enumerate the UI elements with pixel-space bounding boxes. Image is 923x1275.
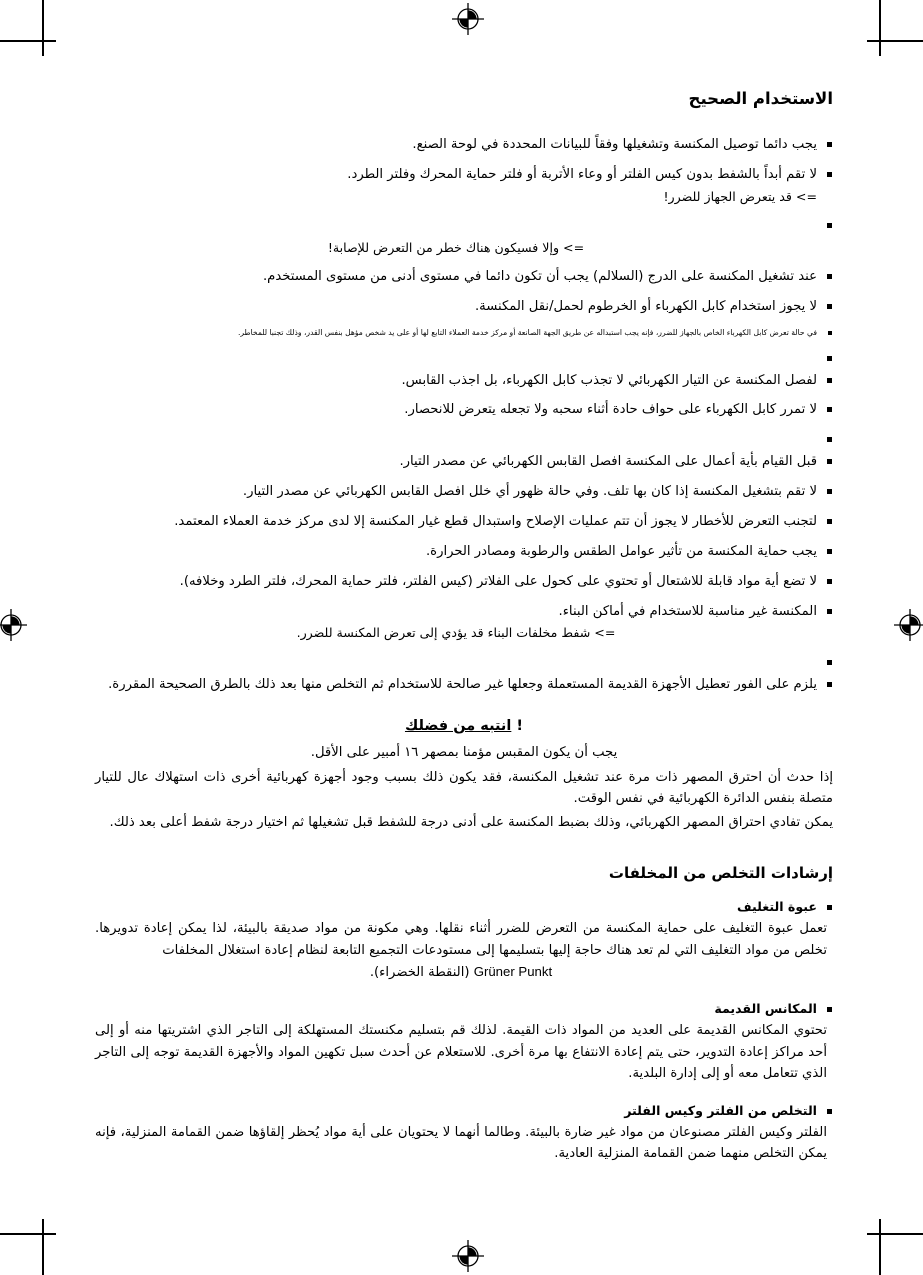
attention-exclamation: ! xyxy=(516,718,524,735)
bullet-text: لا تضع أية مواد قابلة للاشتعال أو تحتوي على كحول على الفلاتر (كيس الفلتر، فلتر حماية المحرك، فلتر الطرد وخلافه). xyxy=(179,573,817,589)
subsection-title: عبوة التغليف xyxy=(95,899,833,914)
disposal-section-old-cleaners xyxy=(95,1001,833,1084)
subsection-body: الفلتر وكيس الفلتر مصنوعان من مواد غير ضارة بالبيئة. وطالما أنهما لا يحتويان على أية مواد يُحظر إلقاؤها ضمن القمامة المنزلية، فإنه يمكن التخلص منهما ضمن القمامة المنزلية العادية. xyxy=(95,1124,827,1161)
crop-mark-bottom-left-horizontal xyxy=(0,1233,56,1235)
bullet-text: لا تمرر كابل الكهرباء على حواف حادة أثناء سحبه ولا تجعله يتعرض للانحصار. xyxy=(404,402,817,418)
attention-heading xyxy=(95,717,833,736)
list-item-blank xyxy=(95,653,833,666)
attention-title-text: انتبه من فضلك xyxy=(404,718,512,735)
registration-mark-right xyxy=(893,608,923,642)
bullet-text: عند تشغيل المكنسة على الدرج (السلالم) يجب أن تكون دائما في مستوى أدنى من مستوى المستخدم. xyxy=(262,269,817,285)
bullet-text: لتجنب التعرض للأخطار لا يجوز أن تتم عمليات الإصلاح واستبدال قطع غيار المكنسة إلا لدى مركز خدمة العملاء المعتمد. xyxy=(174,513,817,529)
bullet-text: لا يجوز استخدام كابل الكهرباء أو الخرطوم لحمل/نقل المكنسة. xyxy=(474,299,817,315)
gruener-punkt-label: Grüner Punkt xyxy=(473,964,553,980)
subsection-body-text: تعمل عبوة التغليف على حماية المكنسة من التعرض للضرر أثناء نقلها. وهي مكونة من مواد صديقة بالبيئة، لذا يمكن إعادة تدويرها. تخلص من مواد التغليف التي لم تعد هناك حاجة إليها بتسليمها إلى مستودعات التجميع التابعة لنظام إعادة استغلال المخلفات xyxy=(95,921,827,958)
list-item xyxy=(95,542,833,563)
crop-mark-bottom-right-horizontal xyxy=(867,1233,923,1235)
crop-mark-top-left-vertical xyxy=(42,0,44,56)
crop-mark-bottom-left-vertical xyxy=(42,1219,44,1275)
list-item xyxy=(95,165,833,207)
bullet-note: => شفط مخلفات البناء قد يؤدي إلى تعرض المكنسة للضرر. xyxy=(296,625,616,641)
crop-mark-top-right-vertical xyxy=(879,0,881,56)
bullet-text: يجب دائما توصيل المكنسة وتشغيلها وفقاً للبيانات المحددة في لوحة الصنع. xyxy=(412,137,817,153)
bullet-text: يجب حماية المكنسة من تأثير عوامل الطقس والرطوبة ومصادر الحرارة. xyxy=(425,543,817,559)
bullet-text: المكنسة غير مناسبة للاستخدام في أماكن البناء. xyxy=(558,603,817,619)
list-item-blank xyxy=(95,349,833,362)
bullet-text: يلزم على الفور تعطيل الأجهزة القديمة المستعملة وجعلها غير صالحة للاستخدام ثم التخلص منها بعد ذلك بالطرق الصحيحة المقررة. xyxy=(108,676,817,692)
subsection-body: تحتوي المكانس القديمة على العديد من المواد ذات القيمة. لذلك قم بتسليم مكنستك المستهلكة إلى التاجر الذي اشتريتها منه أو إلى أحد مراكز إعادة التدوير، حتى يتم إعادة الانتفاع بها مرة أخرى. للاستعلام عن أحدث سبل تكهين المواد والأجهزة القديمة توجه إلى التاجر الذي تتعامل معه أو إلى إدارة البلدية. xyxy=(95,1023,827,1082)
list-item xyxy=(95,512,833,533)
bullet-text: لا تقم بتشغيل المكنسة إذا كان بها تلف. وفي حالة ظهور أي خلل افصل القابس الكهربائي عن مصدر التيار. xyxy=(242,484,817,500)
crop-mark-top-left-horizontal xyxy=(0,40,56,42)
list-item xyxy=(95,572,833,593)
page-title: الاستخدام الصحيح xyxy=(688,89,833,108)
subsection-body-tail xyxy=(95,961,827,983)
list-item xyxy=(95,371,833,392)
list-item-blank xyxy=(95,430,833,443)
bullet-note: => وإلا فسيكون هناك خطر من التعرض للإصابة! xyxy=(327,240,585,256)
subsection-body xyxy=(95,918,833,983)
registration-mark-bottom xyxy=(451,1239,485,1273)
bullet-text: قبل القيام بأية أعمال على المكنسة افصل القابس الكهربائي عن مصدر التيار. xyxy=(399,454,817,470)
list-item xyxy=(95,482,833,503)
bullet-note: => قد يتعرض الجهاز للضرر! xyxy=(663,189,817,205)
list-item xyxy=(95,675,833,696)
attention-line: إذا حدث أن احترق المصهر ذات مرة عند تشغيل المكنسة، فقد يكون ذلك بسبب وجود أجهزة كهربائية أخرى ذات استهلاك عال للتيار متصلة بنفس الدائرة الكهربائية في نفس الوقت. xyxy=(95,769,833,807)
list-item xyxy=(95,400,833,421)
bullet-text: لا تقم أبداً بالشفط بدون كيس الفلتر أو وعاء الأتربة أو فلتر حماية المحرك وفلتر الطرد. xyxy=(347,167,817,183)
attention-line: يجب أن يكون المقبس مؤمنا بمصهر ١٦ أمبير على الأقل. xyxy=(310,745,618,761)
subsection-title: المكانس القديمة xyxy=(95,1001,833,1016)
registration-mark-left xyxy=(0,608,28,642)
safety-instructions-list xyxy=(95,135,833,695)
disposal-section-heading: إرشادات التخلص من المخلفات xyxy=(608,863,833,882)
disposal-section-filter xyxy=(95,1103,833,1165)
gruener-punkt-translation: (النقطة الخضراء). xyxy=(369,965,474,981)
bullet-text: لفصل المكنسة عن التيار الكهربائي لا تجذب كابل الكهرباء، بل اجذب القابس. xyxy=(401,372,817,388)
list-item xyxy=(95,135,833,156)
page-content xyxy=(95,88,833,1182)
subsection-title: التخلص من الفلتر وكيس الفلتر xyxy=(95,1103,833,1118)
list-item-warning-arrow xyxy=(95,238,833,258)
list-item xyxy=(95,602,833,644)
list-item xyxy=(95,267,833,288)
list-item-fine-print xyxy=(95,327,833,338)
disposal-section-packaging xyxy=(95,899,833,983)
registration-mark-top xyxy=(451,2,485,36)
list-item-blank xyxy=(95,216,833,229)
attention-line: يمكن تفادي احتراق المصهر الكهربائي، وذلك بضبط المكنسة على أدنى درجة للشفط قبل تشغيلها ثم اختيار درجة شفط أعلى بعد ذلك. xyxy=(109,815,833,831)
bullet-text: في حالة تعرض كابل الكهرباء الخاص بالجهاز للضرر، فإنه يجب استبداله عن طريق الجهة الصانعة أو مركز خدمة العملاء التابع لها أو على يد شخص مؤهل بنفس القدر، وذلك تجنبا للمخاطر. xyxy=(237,328,817,338)
crop-mark-bottom-right-vertical xyxy=(879,1219,881,1275)
crop-mark-top-right-horizontal xyxy=(867,40,923,42)
list-item xyxy=(95,297,833,318)
list-item xyxy=(95,452,833,473)
